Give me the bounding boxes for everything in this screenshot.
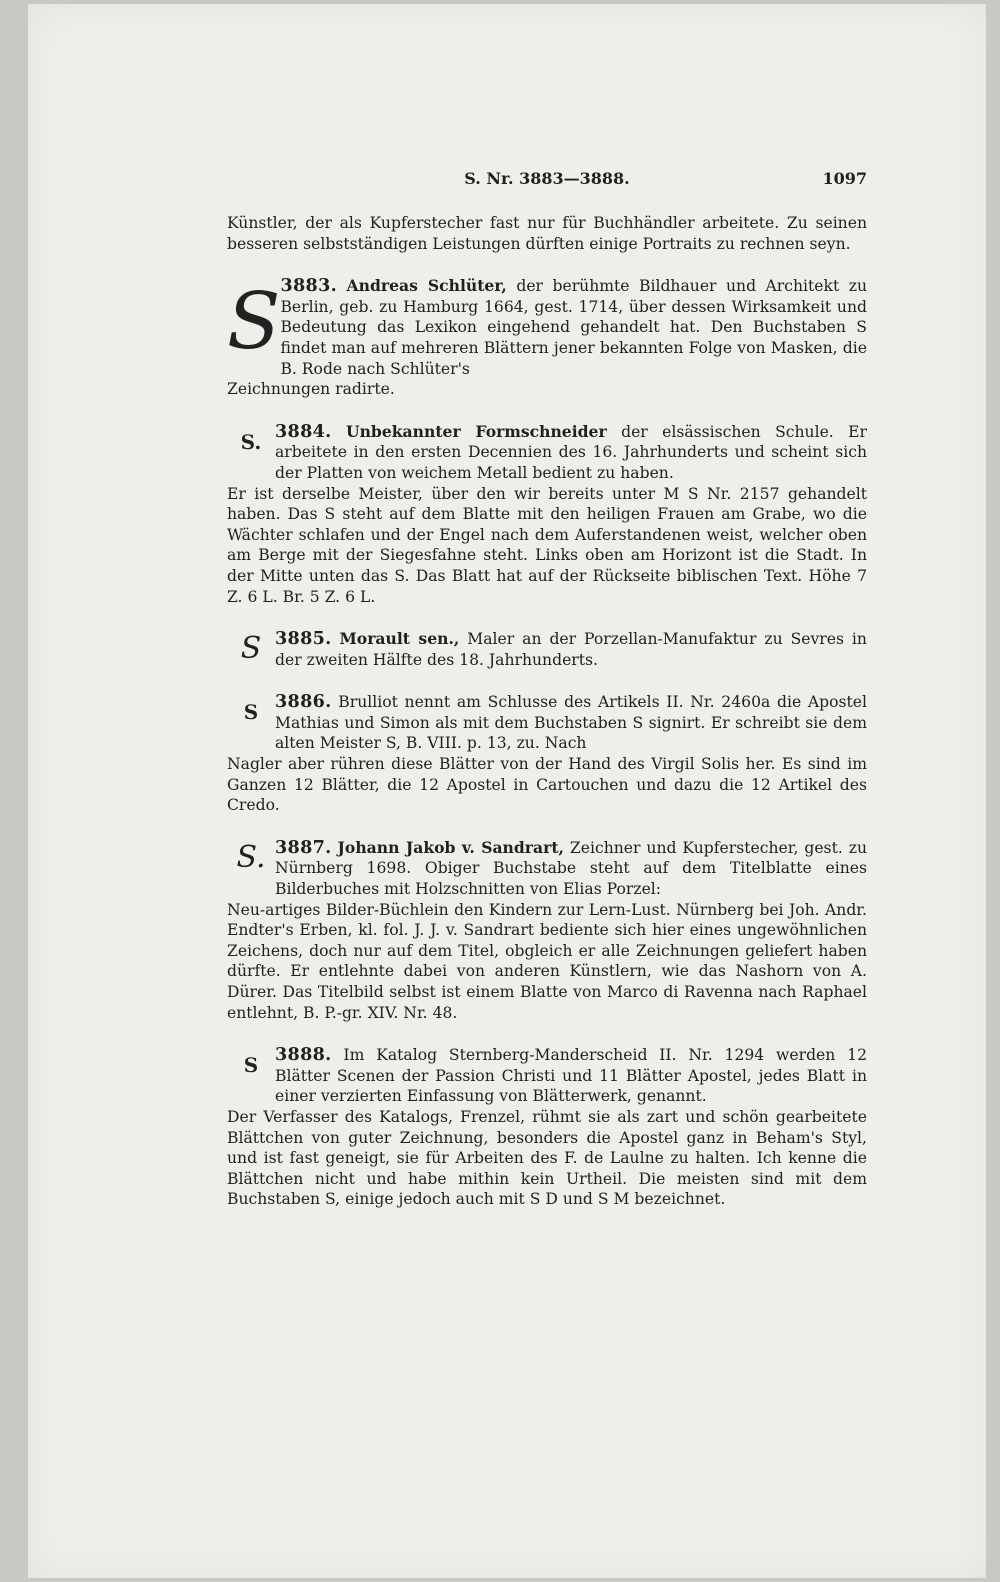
entry-3887 [227, 838, 867, 1023]
entry-text-continued: Er ist derselbe Meister, über den wir bereits unter M S Nr. 2157 gehandelt haben. Das S steht auf dem Blatte mit den heiligen Frauen am Grabe, wo die Wächter schlafen und der Engel nach dem Auferstandenen weist, welcher oben am Berge mit der Siegesfahne steht. Links oben am Horizont ist die Stadt. In der Mitte unten das S. Das Blatt hat auf der Rückseite biblischen Text. Höhe 7 Z. 6 L. Br. 5 Z. 6 L. [227, 484, 867, 606]
entry-name: Morault sen., [339, 629, 460, 649]
text-block [227, 169, 867, 1232]
monogram-mark: S. [236, 839, 266, 875]
entry-number: 3883. [280, 275, 338, 297]
monogram-mark: S [240, 631, 262, 667]
page-number: 1097 [822, 169, 867, 188]
entry-number: 3886. [275, 691, 332, 713]
entry-3885 [227, 629, 867, 670]
monogram-mark: S [243, 1053, 259, 1078]
entry-text: Zeichner und Kupferstecher, gest. zu Nürnberg 1698. Obiger Buchstabe steht auf dem Titelblatte eines Bilderbuches mit Holzschnitten von Elias Porzel: [275, 838, 867, 899]
entry-text-continued: Der Verfasser des Katalogs, Frenzel, rühmt sie als zart und schön gearbeitete Blättchen von guter Zeichnung, besonders die Apostel ganz in Beham's Styl, und ist fast geneigt, sie für Arbeiten des F. de Laulne zu halten. Ich kenne die Blättchen nicht und habe mithin kein Urtheil. Die meisten sind mit dem Buchstaben S, einige jedoch auch mit S D und S M bezeichnet. [227, 1107, 867, 1209]
monogram-mark: S [243, 700, 259, 725]
entry-3884 [227, 422, 867, 607]
monogram-mark: S [227, 277, 281, 368]
book-page [28, 4, 986, 1578]
entry-number: 3884. [275, 420, 332, 442]
entry-3886 [227, 692, 867, 816]
entry-number: 3888. [275, 1044, 332, 1066]
entry-number: 3887. [275, 836, 332, 858]
entry-text: der berühmte Bildhauer und Architekt zu Berlin, geb. zu Hamburg 1664, gest. 1714, über dessen Wirksamkeit und Bedeutung das Lexikon eingehend gehandelt hat. Den Buchstaben S findet man auf mehreren Blättern jener bekannten Folge von Masken, die B. Rode nach Schlüter's [280, 277, 867, 378]
intro-paragraph: Künstler, der als Kupferstecher fast nur für Buchhändler arbeitete. Zu seinen besseren selbstständigen Leistungen dürften einige Portraits zu rechnen seyn. [227, 214, 867, 253]
running-title: S. Nr. 3883—3888. [464, 169, 630, 188]
monogram-mark: S. [240, 429, 262, 454]
entry-text-continued: Nagler aber rühren diese Blätter von der Hand des Virgil Solis her. Es sind im Ganzen 12 Blätter, die 12 Apostel in Cartouchen und dazu die 12 Artikel des Credo. [227, 755, 867, 815]
entry-name: Unbekannter Formschneider [345, 421, 607, 441]
page-header [227, 169, 867, 193]
entry-text: Maler an der Porzellan-Manufaktur zu Sevres in der zweiten Hälfte des 18. Jahrhunderts. [275, 630, 867, 669]
entry-text: Im Katalog Sternberg-Manderscheid II. Nr. 1294 werden 12 Blätter Scenen der Passion Christi und 11 Blätter Apostel, jedes Blatt in einer verzierten Einfassung von Blätterwerk, genannt. [275, 1046, 867, 1106]
entry-3888 [227, 1045, 867, 1210]
entry-name: Johann Jakob v. Sandrart, [337, 837, 564, 857]
entry-3883 [227, 276, 867, 400]
entry-text: der elsässischen Schule. Er arbeitete in den ersten Decennien des 16. Jahrhunderts und scheint sich der Platten von weichem Metall bedient zu haben. [275, 422, 867, 482]
entry-text: Brulliot nennt am Schlusse des Artikels II. Nr. 2460a die Apostel Mathias und Simon als mit dem Buchstaben S signirt. Er schreibt sie dem alten Meister S, B. VIII. p. 13, zu. Nach [275, 693, 867, 753]
entry-text-continued: Neu-artiges Bilder-Büchlein den Kindern zur Lern-Lust. Nürnberg bei Joh. Andr. Endter's Erben, kl. fol. J. J. v. Sandrart bediente sich hier eines ungewöhnlichen Zeichens, doch nur auf dem Titel, obgleich er alle Zeichnungen geliefert haben dürfte. Er entlehnte dabei von anderen Künstlern, wie das Nashorn von A. Dürer. Das Titelbild selbst ist einem Blatte von Marco di Ravenna nach Raphael entlehnt, B. P.-gr. XIV. Nr. 48. [227, 900, 867, 1022]
entry-text-continued: Zeichnungen radirte. [227, 380, 395, 399]
entry-number: 3885. [275, 628, 332, 650]
entry-name: Andreas Schlüter, [346, 276, 507, 296]
